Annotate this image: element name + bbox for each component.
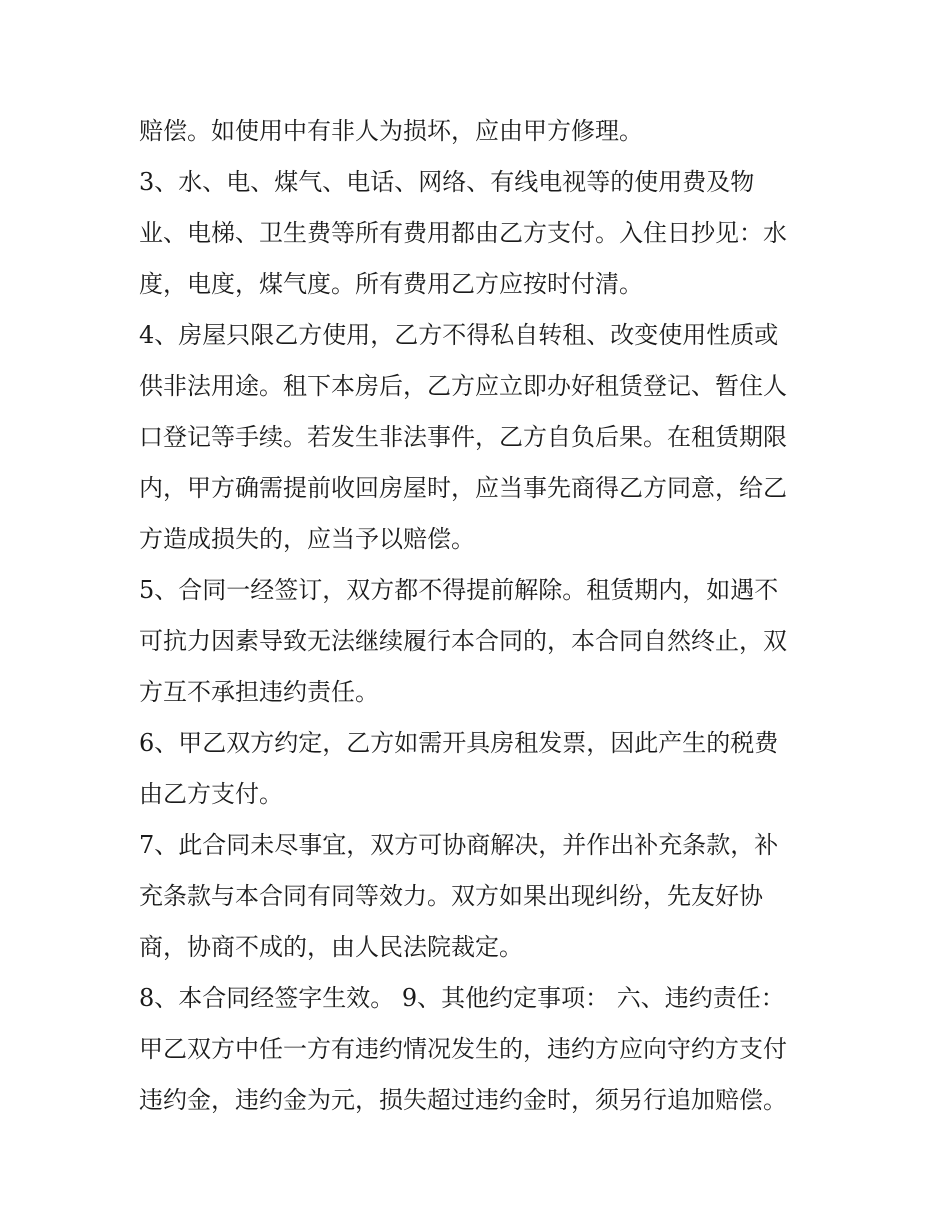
- text-line: 5、合同一经签订，双方都不得提前解除。租赁期内，如遇不: [139, 576, 779, 604]
- text-line: 甲乙双方中任一方有违约情况发生的，违约方应向守约方支付: [139, 1035, 787, 1063]
- text-line: 内，甲方确需提前收回房屋时，应当事先商得乙方同意，给乙: [139, 474, 787, 502]
- text-line: 方互不承担违约责任。: [139, 678, 379, 706]
- text-line: 口登记等手续。若发生非法事件，乙方自负后果。在租赁期限: [139, 423, 787, 451]
- text-line: 赔偿。如使用中有非人为损坏，应由甲方修理。: [139, 117, 643, 145]
- text-line: 充条款与本合同有同等效力。双方如果出现纠纷，先友好协: [139, 882, 763, 910]
- text-line: 3、水、电、煤气、电话、网络、有线电视等的使用费及物: [139, 168, 755, 196]
- text-line: 度，电度，煤气度。所有费用乙方应按时付清。: [139, 270, 643, 298]
- text-line: 6、甲乙双方约定，乙方如需开具房租发票，因此产生的税费: [139, 729, 779, 757]
- text-line: 供非法用途。租下本房后，乙方应立即办好租赁登记、暂住人: [139, 372, 787, 400]
- text-line: 8、本合同经签字生效。 9、其他约定事项： 六、违约责任：: [139, 984, 785, 1012]
- text-line: 方造成损失的，应当予以赔偿。: [139, 525, 475, 553]
- text-line: 违约金，违约金为元，损失超过违约金时，须另行追加赔偿。: [139, 1086, 787, 1114]
- text-line: 业、电梯、卫生费等所有费用都由乙方支付。入住日抄见：水: [139, 219, 787, 247]
- text-line: 7、此合同未尽事宜，双方可协商解决，并作出补充条款，补: [139, 831, 779, 859]
- text-line: 商，协商不成的，由人民法院裁定。: [139, 933, 523, 961]
- text-line: 由乙方支付。: [139, 780, 283, 808]
- contract-text-block: [139, 106, 819, 1126]
- text-line: 4、房屋只限乙方使用，乙方不得私自转租、改变使用性质或: [139, 321, 779, 349]
- text-line: 可抗力因素导致无法继续履行本合同的，本合同自然终止，双: [139, 627, 787, 655]
